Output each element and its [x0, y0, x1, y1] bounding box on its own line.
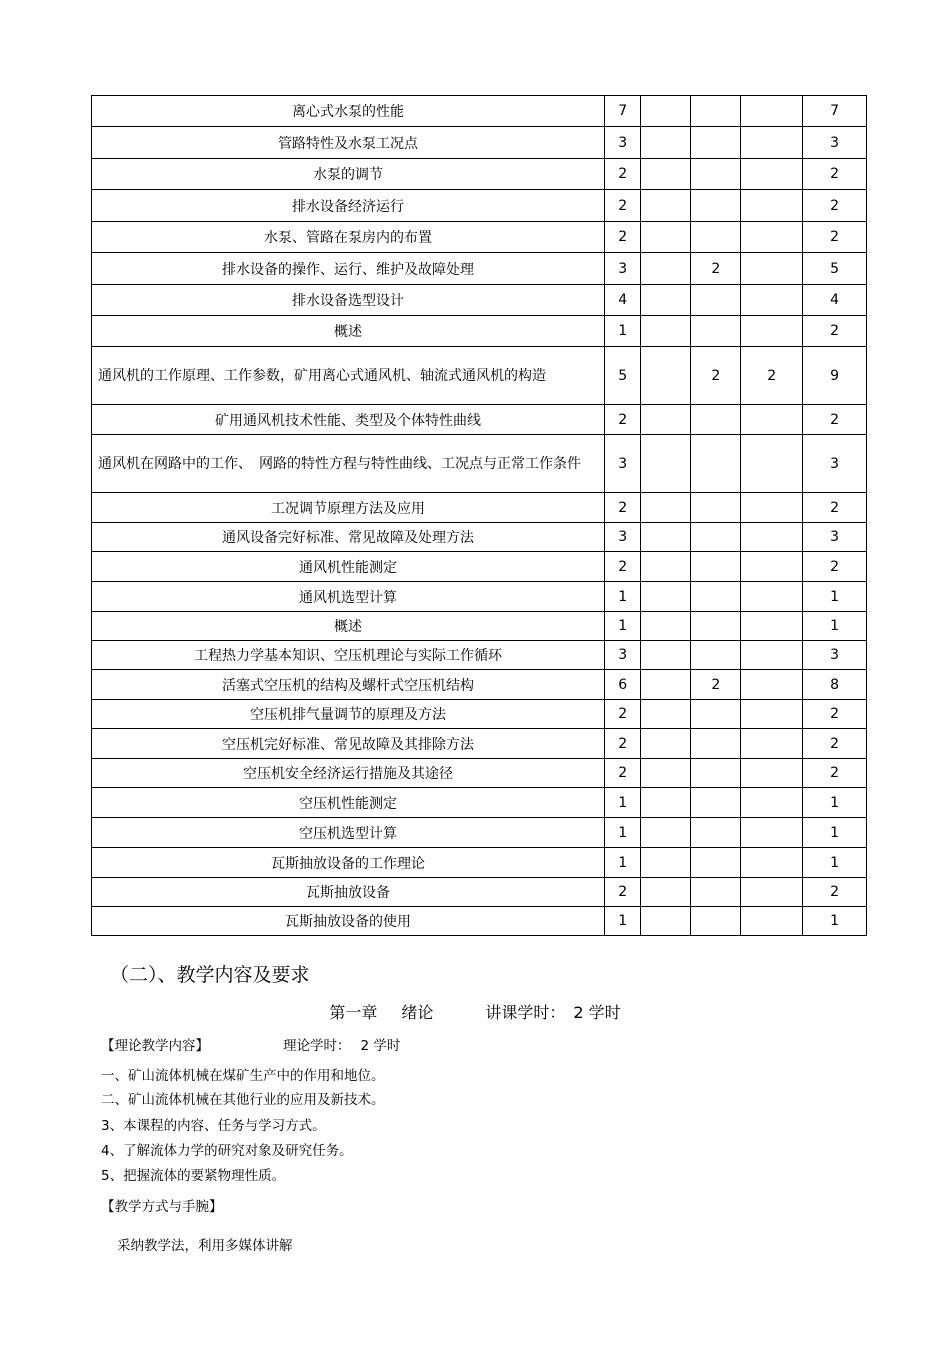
table-row	[92, 848, 867, 878]
row-hours-c1: 2	[605, 729, 641, 759]
table-row	[92, 612, 867, 641]
row-hours-c2	[641, 96, 691, 127]
method-text: 采纳教学法，利用多媒体讲解	[117, 1238, 293, 1254]
row-hours-c1: 1	[605, 788, 641, 818]
row-hours-c2	[641, 818, 691, 848]
row-hours-c3	[691, 818, 741, 848]
row-hours-c2	[641, 159, 691, 190]
theory-hours-value: 2 学时	[360, 1038, 401, 1054]
row-hours-c1: 2	[605, 700, 641, 729]
row-topic: 工况调节原理方法及应用	[92, 493, 605, 523]
row-hours-c1: 3	[605, 435, 641, 493]
row-hours-c3	[691, 159, 741, 190]
row-hours-c2	[641, 582, 691, 612]
row-total-hours: 5	[803, 253, 867, 285]
theory-hours-label: 理论学时：	[283, 1038, 351, 1054]
content-item: 3、本课程的内容、任务与学习方式。	[101, 1118, 326, 1134]
row-hours-c4	[741, 818, 803, 848]
row-total-hours: 2	[803, 405, 867, 435]
row-hours-c1: 3	[605, 523, 641, 552]
table-row	[92, 878, 867, 907]
row-topic: 瓦斯抽放设备的使用	[92, 907, 605, 936]
row-topic: 通风设备完好标准、常见故障及处理方法	[92, 523, 605, 552]
row-hours-c4	[741, 848, 803, 878]
row-hours-c2	[641, 523, 691, 552]
theory-hours	[283, 1034, 400, 1054]
table-row	[92, 316, 867, 347]
row-hours-c2	[641, 253, 691, 285]
table-row	[92, 493, 867, 523]
row-hours-c4	[741, 700, 803, 729]
table-row	[92, 96, 867, 127]
row-hours-c1: 1	[605, 316, 641, 347]
row-hours-c1: 2	[605, 878, 641, 907]
chapter-number: 第一章	[329, 1003, 378, 1022]
row-hours-c3	[691, 316, 741, 347]
table-row	[92, 285, 867, 316]
row-hours-c1: 1	[605, 907, 641, 936]
row-hours-c3	[691, 788, 741, 818]
row-total-hours: 2	[803, 759, 867, 788]
row-topic: 活塞式空压机的结构及螺杆式空压机结构	[92, 670, 605, 700]
theory-tag: 【理论教学内容】	[101, 1038, 209, 1054]
row-hours-c4	[741, 788, 803, 818]
table-row	[92, 788, 867, 818]
row-total-hours: 3	[803, 435, 867, 493]
row-total-hours: 3	[803, 127, 867, 159]
row-total-hours: 2	[803, 316, 867, 347]
row-hours-c2	[641, 848, 691, 878]
row-hours-c1: 1	[605, 818, 641, 848]
row-topic: 矿用通风机技术性能、类型及个体特性曲线	[92, 405, 605, 435]
method-tag: 【教学方式与手腕】	[101, 1199, 223, 1215]
row-hours-c2	[641, 670, 691, 700]
row-hours-c1: 6	[605, 670, 641, 700]
content-item: 5、把握流体的要紧物理性质。	[101, 1168, 286, 1184]
row-hours-c2	[641, 127, 691, 159]
row-hours-c2	[641, 700, 691, 729]
row-hours-c3	[691, 907, 741, 936]
row-hours-c2	[641, 347, 691, 405]
row-hours-c1: 7	[605, 96, 641, 127]
row-hours-c2	[641, 493, 691, 523]
row-hours-c3	[691, 405, 741, 435]
row-hours-c3	[691, 759, 741, 788]
row-hours-c4	[741, 159, 803, 190]
row-hours-c4	[741, 582, 803, 612]
row-topic: 概述	[92, 612, 605, 641]
row-total-hours: 1	[803, 582, 867, 612]
row-hours-c3	[691, 848, 741, 878]
row-total-hours: 3	[803, 641, 867, 670]
row-hours-c3	[691, 552, 741, 582]
row-hours-c2	[641, 878, 691, 907]
row-total-hours: 2	[803, 552, 867, 582]
table-row	[92, 222, 867, 253]
row-hours-c2	[641, 316, 691, 347]
row-hours-c4	[741, 96, 803, 127]
row-total-hours: 1	[803, 818, 867, 848]
row-hours-c4	[741, 878, 803, 907]
row-hours-c4	[741, 493, 803, 523]
table-row	[92, 127, 867, 159]
row-hours-c4	[741, 907, 803, 936]
table-row	[92, 405, 867, 435]
row-total-hours: 3	[803, 523, 867, 552]
row-total-hours: 1	[803, 788, 867, 818]
table-row	[92, 907, 867, 936]
chapter-name: 绪论	[401, 1003, 434, 1022]
row-hours-c4	[741, 405, 803, 435]
row-hours-c1: 2	[605, 405, 641, 435]
row-topic: 管路特性及水泵工况点	[92, 127, 605, 159]
table-row	[92, 523, 867, 552]
row-hours-c4	[741, 435, 803, 493]
row-hours-c4	[741, 285, 803, 316]
row-hours-c2	[641, 612, 691, 641]
table-row	[92, 159, 867, 190]
chapter-heading	[0, 1000, 950, 1023]
row-hours-c1: 5	[605, 347, 641, 405]
row-total-hours: 2	[803, 700, 867, 729]
row-hours-c3	[691, 127, 741, 159]
row-topic: 通风机选型计算	[92, 582, 605, 612]
row-hours-c3: 2	[691, 670, 741, 700]
table-row	[92, 435, 867, 493]
row-hours-c3	[691, 96, 741, 127]
row-hours-c3: 2	[691, 253, 741, 285]
table-row	[92, 700, 867, 729]
row-hours-c4	[741, 612, 803, 641]
row-hours-c1: 2	[605, 552, 641, 582]
table-row	[92, 670, 867, 700]
row-topic: 空压机选型计算	[92, 818, 605, 848]
table-row	[92, 818, 867, 848]
row-topic: 瓦斯抽放设备	[92, 878, 605, 907]
row-total-hours: 9	[803, 347, 867, 405]
row-hours-c1: 1	[605, 612, 641, 641]
hours-table-body	[92, 96, 867, 936]
row-hours-c1: 3	[605, 253, 641, 285]
row-hours-c2	[641, 435, 691, 493]
row-hours-c3	[691, 878, 741, 907]
row-total-hours: 2	[803, 729, 867, 759]
table-row	[92, 190, 867, 222]
row-topic: 排水设备选型设计	[92, 285, 605, 316]
row-hours-c4	[741, 127, 803, 159]
row-hours-c4	[741, 670, 803, 700]
row-hours-c4	[741, 190, 803, 222]
row-topic: 通风机的工作原理、工作参数，矿用离心式通风机、轴流式通风机的构造	[92, 347, 605, 405]
row-hours-c2	[641, 641, 691, 670]
table-row	[92, 347, 867, 405]
row-hours-c1: 2	[605, 493, 641, 523]
row-hours-c3: 2	[691, 347, 741, 405]
row-topic: 空压机排气量调节的原理及方法	[92, 700, 605, 729]
row-total-hours: 2	[803, 493, 867, 523]
row-topic: 通风机在网路中的工作、 网路的特性方程与特性曲线、工况点与正常工作条件	[92, 435, 605, 493]
content-item: 4、了解流体力学的研究对象及研究任务。	[101, 1143, 353, 1159]
row-topic: 空压机性能测定	[92, 788, 605, 818]
section-title: （二）、教学内容及要求	[110, 964, 310, 986]
table-row	[92, 582, 867, 612]
content-item: 二、矿山流体机械在其他行业的应用及新技术。	[101, 1092, 385, 1108]
chapter-hours-label: 讲课学时：	[485, 1003, 566, 1022]
row-hours-c1: 2	[605, 759, 641, 788]
row-hours-c2	[641, 552, 691, 582]
row-hours-c1: 3	[605, 127, 641, 159]
row-topic: 排水设备的操作、运行、维护及故障处理	[92, 253, 605, 285]
row-hours-c1: 2	[605, 222, 641, 253]
row-hours-c4	[741, 729, 803, 759]
table-row	[92, 759, 867, 788]
row-hours-c4	[741, 316, 803, 347]
row-hours-c4	[741, 222, 803, 253]
row-hours-c3	[691, 582, 741, 612]
row-hours-c1: 2	[605, 190, 641, 222]
row-topic: 空压机完好标准、常见故障及其排除方法	[92, 729, 605, 759]
row-hours-c4	[741, 523, 803, 552]
row-hours-c3	[691, 285, 741, 316]
row-total-hours: 1	[803, 612, 867, 641]
hours-table	[91, 95, 867, 936]
row-total-hours: 8	[803, 670, 867, 700]
table-row	[92, 253, 867, 285]
table-row	[92, 552, 867, 582]
row-hours-c3	[691, 641, 741, 670]
row-hours-c4	[741, 253, 803, 285]
row-hours-c4	[741, 641, 803, 670]
row-topic: 工程热力学基本知识、空压机理论与实际工作循环	[92, 641, 605, 670]
row-hours-c1: 2	[605, 159, 641, 190]
row-total-hours: 2	[803, 190, 867, 222]
row-hours-c1: 3	[605, 641, 641, 670]
row-hours-c2	[641, 788, 691, 818]
row-hours-c2	[641, 405, 691, 435]
row-hours-c3	[691, 493, 741, 523]
row-hours-c1: 1	[605, 848, 641, 878]
row-hours-c4: 2	[741, 347, 803, 405]
row-hours-c3	[691, 729, 741, 759]
row-hours-c4	[741, 552, 803, 582]
row-hours-c2	[641, 907, 691, 936]
row-hours-c2	[641, 190, 691, 222]
content-item: 一、矿山流体机械在煤矿生产中的作用和地位。	[101, 1068, 385, 1084]
row-hours-c3	[691, 700, 741, 729]
row-topic: 排水设备经济运行	[92, 190, 605, 222]
row-topic: 水泵的调节	[92, 159, 605, 190]
row-topic: 概述	[92, 316, 605, 347]
row-total-hours: 1	[803, 907, 867, 936]
row-total-hours: 2	[803, 878, 867, 907]
chapter-hours-value: 2 学时	[573, 1003, 621, 1022]
row-total-hours: 2	[803, 159, 867, 190]
row-hours-c2	[641, 285, 691, 316]
table-row	[92, 641, 867, 670]
row-hours-c3	[691, 612, 741, 641]
row-topic: 离心式水泵的性能	[92, 96, 605, 127]
row-total-hours: 2	[803, 222, 867, 253]
row-hours-c3	[691, 523, 741, 552]
row-total-hours: 7	[803, 96, 867, 127]
row-hours-c3	[691, 222, 741, 253]
row-hours-c1: 4	[605, 285, 641, 316]
row-hours-c1: 1	[605, 582, 641, 612]
row-hours-c3	[691, 190, 741, 222]
row-hours-c3	[691, 435, 741, 493]
row-topic: 水泵、管路在泵房内的布置	[92, 222, 605, 253]
row-hours-c2	[641, 729, 691, 759]
row-topic: 空压机安全经济运行措施及其途径	[92, 759, 605, 788]
row-hours-c2	[641, 222, 691, 253]
row-topic: 通风机性能测定	[92, 552, 605, 582]
table-row	[92, 729, 867, 759]
row-topic: 瓦斯抽放设备的工作理论	[92, 848, 605, 878]
row-total-hours: 4	[803, 285, 867, 316]
row-total-hours: 1	[803, 848, 867, 878]
row-hours-c2	[641, 759, 691, 788]
row-hours-c4	[741, 759, 803, 788]
